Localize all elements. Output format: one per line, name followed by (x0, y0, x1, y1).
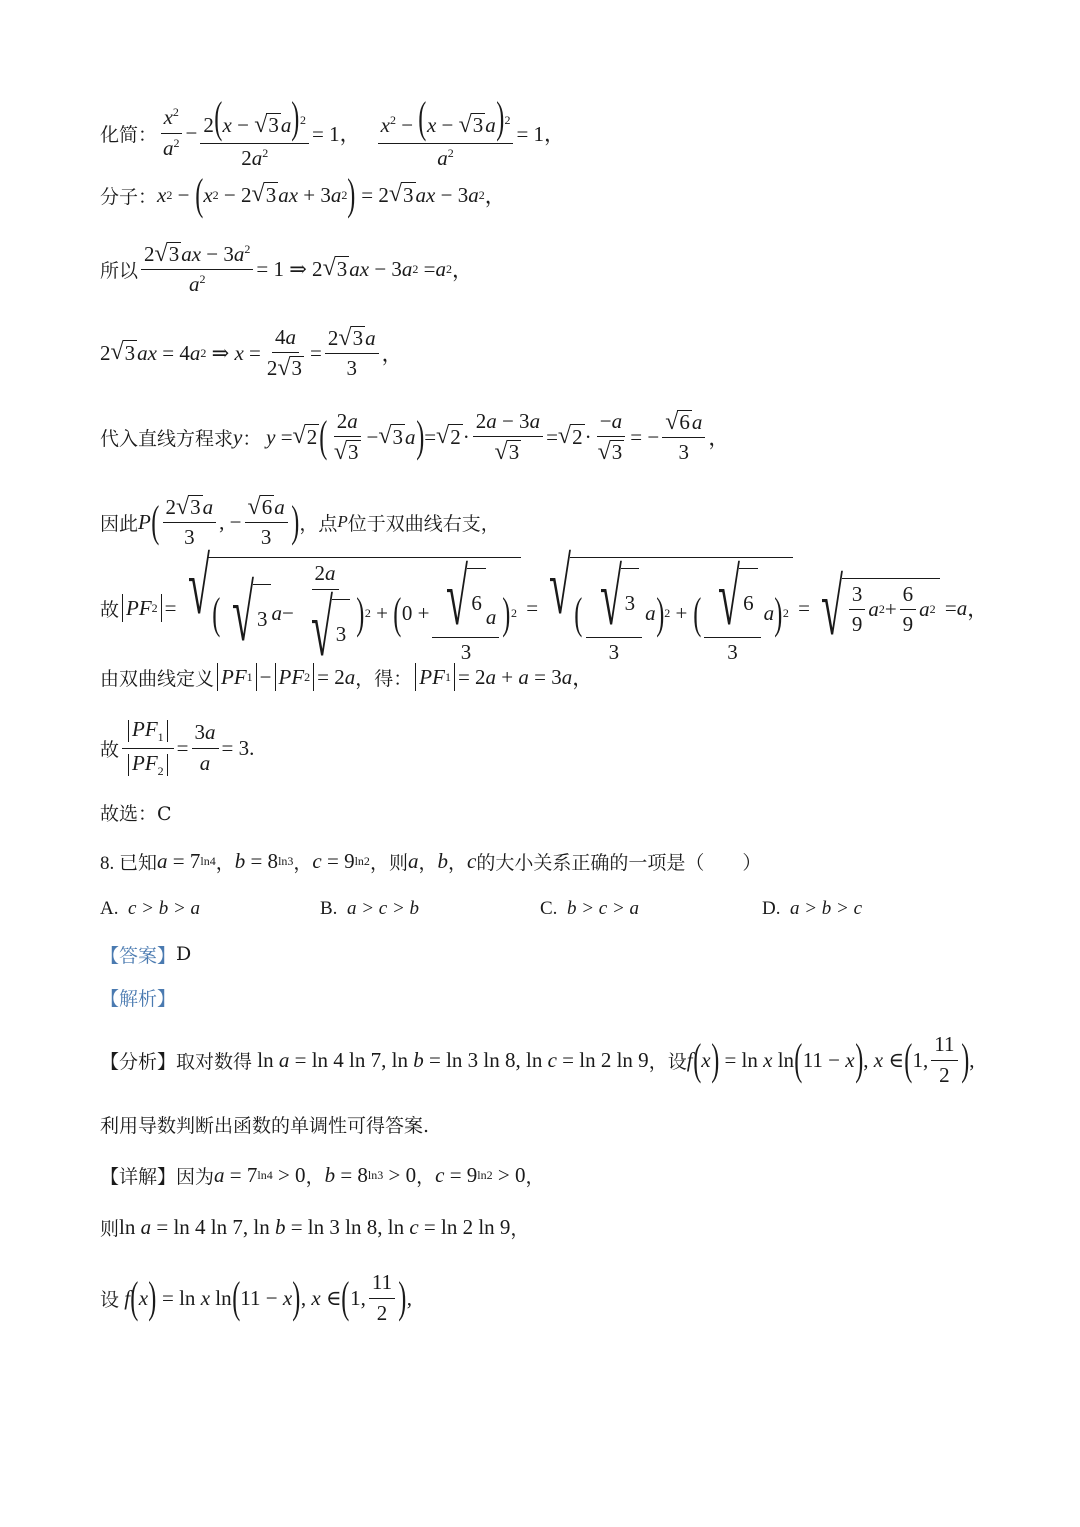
line-ratio: 故 $\frac{PF_1}{PF_2}$ = $\frac{3a}{a}$ = 3. (100, 717, 255, 778)
line-simplify: 化简： $\frac{x^2}{a^2}$ − 2(x − √ 3 a)$^2$ $2a^2$ = 1， $x^2 - (x$ − √ 3 a)$^2$ $a^2$ = 1， (100, 92, 566, 170)
option-d (762, 898, 862, 920)
line-solve-y: 代入直线方程求 y ： y = √ 2 ( 2a √ 3 − √ 3 a ) = √ 2 · 2a − 3a √ 3 = √ 2 · −a √ 3 = − √ 6 a 3 ， (100, 408, 730, 465)
option-letter: C. (540, 898, 558, 919)
label: 所以 (100, 260, 139, 282)
mid: ，得： (355, 668, 413, 690)
tail: ，点 (299, 513, 338, 535)
xiangjie: 【详解】 因为 a = 7 ln4 > 0 ， b = 8 ln3 > 0 ， c = 9 ln2 > 0 ， (100, 1162, 545, 1188)
xiangjie-text: 因为 (176, 1166, 215, 1188)
line-numerator: 分子： x 2 − ( x 2 − 2 √ 3 ax + 3 a 2 ) = 2 √ 3 ax − 3 a 2 ， (100, 170, 506, 219)
line-choose (100, 798, 172, 826)
label: 故 (100, 739, 120, 761)
label: 因此 (100, 513, 139, 535)
option-expr: c > b > a (127, 898, 201, 919)
option-b (320, 898, 419, 920)
label: 故 (100, 599, 120, 621)
answer-tag: 【答案】 (100, 944, 177, 967)
option-expr: a > b > c (789, 898, 863, 919)
xiangjie-prefix3: 设 (100, 1289, 120, 1311)
fenxi-tag: 【分析】 (100, 1051, 177, 1073)
label: 分子： (100, 186, 158, 208)
option-c (540, 898, 639, 920)
tail2: 位于双曲线右支， (347, 513, 500, 535)
line-point-p: 因此 P ( 2 √ 3 a 3 , − √ 6 a 3 ) ，点 P 位于双曲线右支， (100, 493, 500, 549)
question-8: 8. 已知 a = 7 ln4 ， b = 8 ln3 ， c = 9 ln2 ，则 a ， b ， c 的大小关系正确的一项是（ ） (100, 848, 762, 874)
label: 由双曲线定义 (100, 668, 215, 690)
q-tail2: 的大小关系正确的一项是（ ） (476, 852, 762, 874)
line-solve-x: 2 √ 3 ax = 4 a 2 ⇒ x = 4a 2 √ 3 = 2 √ 3 a 3 ， (100, 324, 403, 381)
line-pf2: 故 PF 2 = √ ( √ 3 a − 2a √ 3 ) 2 + ( 0 + √ 6 a 3 ) 2 = √ ( √ 3 3 a ) 2 + ( √ 6 3 a ) 2 = √ $\frac{3}{9}$ a 2 + $\frac{6}{9}$ a 2 = a ， (100, 543, 989, 673)
option-expr: b > c > a (566, 898, 640, 919)
label: 代入直线方程求 (100, 428, 234, 450)
fenxi-line2 (100, 1110, 429, 1138)
analysis (100, 983, 176, 1011)
answer-value: D (176, 943, 192, 965)
fenxi-line2-text: 利用导数判断出函数的单调性可得答案. (100, 1114, 430, 1137)
fenxi-text2: ，设 (648, 1051, 687, 1073)
label: 化简： (100, 124, 158, 146)
option-letter: A. (100, 898, 119, 919)
option-letter: D. (762, 898, 781, 919)
xiangjie-line3: 设 f ( x ) = ln x ln ( 11 − x ) , x ∈ ( 1, $\frac{11}{2}$ ) , (100, 1270, 412, 1325)
choose-text: 故选：C (100, 802, 172, 825)
answer (100, 940, 191, 968)
option-expr: a > c > b (346, 898, 420, 919)
q-tail: ，则 (369, 852, 408, 874)
option-letter: B. (320, 898, 338, 919)
fenxi: 【分析】 取对数得 ln a = ln 4 ln 7, ln b = ln 3 ln 8, ln c = ln 2 ln 9 ，设 f ( x ) = ln x ln ( 11 − x ) , x ∈ ( 1, $\frac{11}{2}$ ) , (100, 1032, 975, 1087)
line-definition: 由双曲线定义 PF 1 − PF 2 = 2 a ，得： PF 1 = 2 a + a = 3 a ， (100, 664, 594, 690)
line-therefore: 所以 2 √ 3 ax − $3a^2$ $a^2$ = 1 ⇒ 2 √ 3 ax − 3 a 2 = a 2 ， (100, 240, 473, 296)
fenxi-text: 取对数得 (176, 1051, 253, 1073)
xiangjie-tag: 【详解】 (100, 1166, 177, 1188)
xiangjie-line2: 则 ln a = ln 4 ln 7, ln b = ln 3 ln 8, ln c = ln 2 ln 9 ， (100, 1214, 530, 1240)
xiangjie-prefix: 则 (100, 1218, 120, 1240)
option-a (100, 898, 200, 920)
q-number: 8. 已知 (100, 852, 158, 874)
analysis-tag: 【解析】 (100, 987, 177, 1010)
